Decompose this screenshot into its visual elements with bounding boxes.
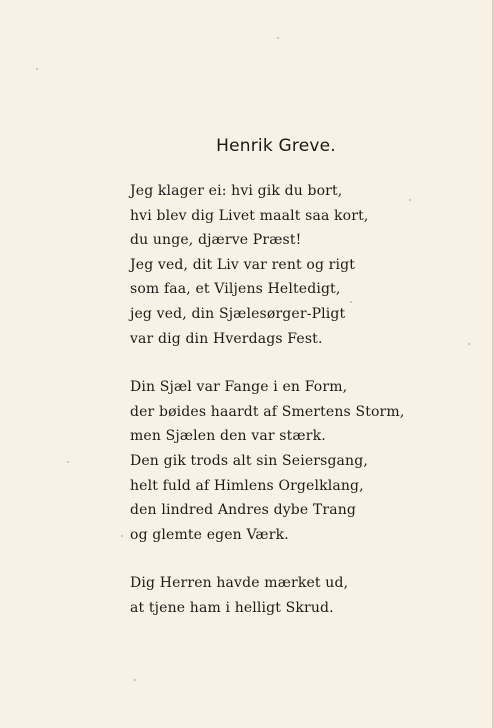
poem-line: men Sjælen den var stærk. xyxy=(130,428,326,445)
poem-line: var dig din Hverdags Fest. xyxy=(130,330,323,347)
poem-line: den lindred Andres dybe Trang xyxy=(130,502,357,519)
poem-line: der bøides haardt af Smertens Storm, xyxy=(130,403,405,420)
poem-line: og glemte egen Værk. xyxy=(130,526,289,543)
poem-line: du unge, djærve Præst! xyxy=(130,232,302,249)
paper-speck xyxy=(67,461,69,463)
paper-speck xyxy=(468,343,470,345)
paper-speck xyxy=(121,535,123,537)
poem-line: hvi blev dig Livet maalt saa kort, xyxy=(130,207,369,224)
poem-line: jeg ved, din Sjælesørger-Pligt xyxy=(130,305,346,322)
paper-speck xyxy=(134,679,136,681)
poem-line: Den gik trods alt sin Seiersgang, xyxy=(130,452,368,469)
poem-line: helt fuld af Himlens Orgelklang, xyxy=(130,477,364,494)
poem-line: Dig Herren havde mærket ud, xyxy=(130,575,349,592)
stanza xyxy=(130,375,460,547)
paper-speck xyxy=(36,68,38,70)
poem-line: at tjene ham i helligt Skrud. xyxy=(130,599,334,616)
poem-body xyxy=(130,179,460,645)
stanza xyxy=(130,571,460,620)
poem-title: Henrik Greve. xyxy=(216,136,336,156)
paper-speck xyxy=(277,37,279,39)
poem-line: som faa, et Viljens Heltedigt, xyxy=(130,281,341,298)
poem-line: Jeg klager ei: hvi gik du bort, xyxy=(130,183,343,199)
poem-line: Jeg ved, dit Liv var rent og rigt xyxy=(130,256,356,273)
poem-line: Din Sjæl var Fange i en Form, xyxy=(130,379,348,396)
stanza xyxy=(130,179,460,351)
